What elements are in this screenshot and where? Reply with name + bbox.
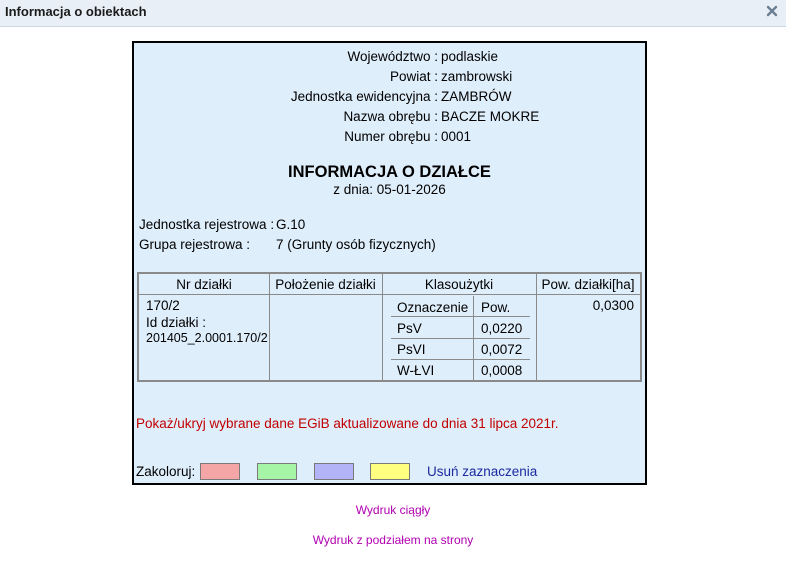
header-label: Powiat :	[389, 69, 438, 84]
header-value: 0001	[441, 129, 472, 144]
land-class-code: W-ŁVI	[397, 363, 435, 378]
registry-group-value: 7 (Grunty osób fizycznych)	[276, 237, 436, 252]
print-paged-link[interactable]: Wydruk z podziałem na strony	[312, 533, 474, 547]
header-label: Nazwa obrębu :	[343, 109, 438, 124]
column-header-area: Pow. działki[ha]	[541, 277, 635, 292]
column-header-land-classes: Klasoużytki	[424, 277, 494, 292]
header-value: BACZE MOKRE	[441, 109, 540, 124]
land-class-table	[389, 296, 530, 380]
table-divider	[391, 338, 530, 339]
land-class-code: PsVI	[397, 342, 426, 357]
color-swatch-red[interactable]	[200, 463, 240, 480]
header-label: Województwo :	[347, 49, 438, 64]
land-class-area: 0,0220	[481, 321, 523, 336]
color-swatch-green[interactable]	[257, 463, 297, 480]
header-row-precinct-number	[134, 128, 645, 146]
table-divider	[391, 316, 530, 317]
registry-unit-label: Jednostka rejestrowa :	[139, 217, 275, 232]
header-row-precinct-name	[134, 108, 645, 126]
parcel-table	[137, 272, 642, 382]
header-value: ZAMBRÓW	[441, 89, 512, 104]
dialog-title: Informacja o obiektach	[5, 4, 147, 19]
colorize-label: Zakoloruj:	[136, 464, 196, 479]
column-header-location: Położenie działki	[275, 277, 376, 292]
header-value: zambrowski	[441, 69, 513, 84]
page-title: INFORMACJA O DZIAŁCE	[288, 163, 491, 181]
header-row-voivodeship	[134, 48, 645, 66]
parcel-id: 201405_2.0001.170/2	[146, 331, 268, 345]
close-icon[interactable]	[766, 5, 778, 17]
color-swatch-blue[interactable]	[314, 463, 354, 480]
header-label: Jednostka ewidencyjna :	[290, 89, 438, 104]
parcel-info-panel	[132, 41, 647, 485]
header-row-county	[134, 68, 645, 86]
header-label: Numer obrębu :	[344, 129, 438, 144]
registry-group-label: Grupa rejestrowa :	[139, 237, 251, 252]
dialog-titlebar	[0, 0, 786, 27]
color-swatch-yellow[interactable]	[370, 463, 410, 480]
parcel-id-label: Id działki :	[146, 315, 207, 330]
land-class-code: PsV	[397, 321, 422, 336]
clear-selection-link[interactable]: Usuń zaznaczenia	[427, 464, 538, 479]
registry-unit-value: G.10	[276, 217, 306, 232]
land-class-area: 0,0072	[481, 342, 523, 357]
header-value: podlaskie	[441, 49, 499, 64]
land-class-header-code: Oznaczenie	[397, 300, 469, 315]
header-row-unit	[134, 88, 645, 106]
parcel-number: 170/2	[146, 298, 180, 313]
land-class-area: 0,0008	[481, 363, 523, 378]
toggle-archived-data-link[interactable]: Pokaż/ukryj wybrane dane EGiB aktualizowane do dnia 31 lipca 2021r.	[136, 416, 559, 431]
parcel-area: 0,0300	[592, 298, 634, 313]
table-divider	[391, 359, 530, 360]
report-date: z dnia: 05-01-2026	[333, 182, 446, 197]
column-header-parcel-number: Nr działki	[176, 277, 232, 292]
table-divider	[139, 294, 640, 295]
land-class-header-area: Pow.	[481, 300, 511, 315]
print-continuous-link[interactable]: Wydruk ciągły	[355, 503, 431, 517]
